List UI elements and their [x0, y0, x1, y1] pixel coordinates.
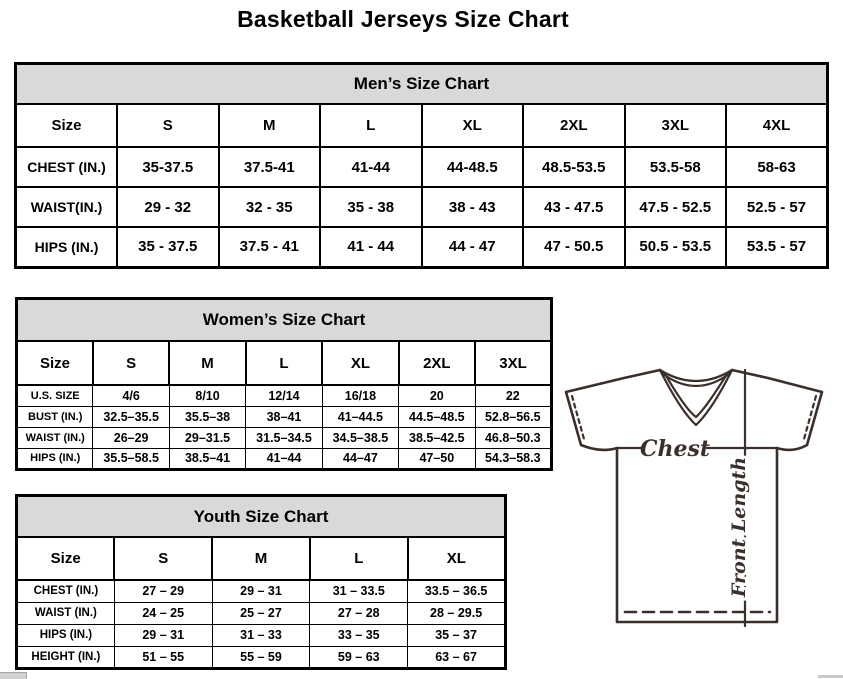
youth-row-label: HIPS (IN.): [17, 624, 115, 646]
youth-size-value-cell: 27 – 28: [310, 602, 408, 624]
mens-column-header: 2XL: [523, 104, 625, 147]
womens-column-header: L: [246, 341, 322, 385]
womens-row-label: U.S. SIZE: [17, 385, 93, 406]
womens-column-header: M: [169, 341, 245, 385]
womens-chart-title-row: [17, 299, 552, 342]
youth-column-header: L: [310, 537, 408, 580]
youth-column-header: S: [114, 537, 212, 580]
mens-column-header: XL: [422, 104, 524, 147]
womens-table-row: [17, 385, 552, 406]
youth-size-value-cell: 33.5 – 36.5: [408, 580, 506, 602]
womens-size-value-cell: 52.8–56.5: [475, 406, 551, 427]
youth-size-value-cell: 29 – 31: [212, 580, 310, 602]
mens-size-value-cell: 44 - 47: [422, 227, 524, 267]
mens-chart-title: Men’s Size Chart: [16, 64, 828, 105]
mens-size-value-cell: 50.5 - 53.5: [625, 227, 727, 267]
womens-row-label: BUST (IN.): [17, 406, 93, 427]
womens-size-value-cell: 54.3–58.3: [475, 448, 551, 469]
front-length-label: Front Length: [728, 456, 750, 598]
womens-column-header-row: [17, 341, 552, 385]
womens-size-value-cell: 32.5–35.5: [93, 406, 169, 427]
horizontal-scrollbar-track[interactable]: [818, 675, 843, 678]
mens-size-value-cell: 58-63: [726, 147, 828, 187]
mens-size-value-cell: 53.5-58: [625, 147, 727, 187]
mens-size-table: [14, 62, 829, 269]
womens-size-table: [15, 297, 553, 471]
mens-size-value-cell: 44-48.5: [422, 147, 524, 187]
womens-column-header: 3XL: [475, 341, 551, 385]
womens-size-value-cell: 4/6: [93, 385, 169, 406]
mens-size-value-cell: 35 - 37.5: [117, 227, 219, 267]
youth-table-row: [17, 624, 506, 646]
youth-size-value-cell: 25 – 27: [212, 602, 310, 624]
womens-size-value-cell: 44–47: [322, 448, 398, 469]
womens-size-value-cell: 29–31.5: [169, 427, 245, 448]
mens-column-header: S: [117, 104, 219, 147]
youth-table-row: [17, 580, 506, 602]
mens-size-value-cell: 38 - 43: [422, 187, 524, 227]
womens-column-header: S: [93, 341, 169, 385]
mens-table-row: [16, 147, 828, 187]
mens-size-value-cell: 48.5-53.5: [523, 147, 625, 187]
chest-label: Chest: [639, 436, 711, 462]
youth-table-row: [17, 646, 506, 668]
womens-size-value-cell: 35.5–58.5: [93, 448, 169, 469]
youth-size-value-cell: 28 – 29.5: [408, 602, 506, 624]
youth-chart-title: Youth Size Chart: [17, 496, 506, 538]
youth-table-row: [17, 602, 506, 624]
womens-size-value-cell: 34.5–38.5: [322, 427, 398, 448]
mens-size-value-cell: 53.5 - 57: [726, 227, 828, 267]
jersey-diagram-icon: [556, 362, 832, 654]
mens-size-value-cell: 35-37.5: [117, 147, 219, 187]
mens-size-value-cell: 35 - 38: [320, 187, 422, 227]
youth-chart-title-row: [17, 496, 506, 538]
mens-size-value-cell: 47.5 - 52.5: [625, 187, 727, 227]
youth-size-table: [15, 494, 507, 670]
youth-size-value-cell: 59 – 63: [310, 646, 408, 668]
womens-size-value-cell: 16/18: [322, 385, 398, 406]
mens-size-value-cell: 41 - 44: [320, 227, 422, 267]
womens-column-header: XL: [322, 341, 398, 385]
mens-size-value-cell: 41-44: [320, 147, 422, 187]
womens-table-row: [17, 406, 552, 427]
youth-column-header: Size: [17, 537, 115, 580]
youth-size-value-cell: 51 – 55: [114, 646, 212, 668]
womens-size-value-cell: 31.5–34.5: [246, 427, 322, 448]
youth-size-value-cell: 35 – 37: [408, 624, 506, 646]
horizontal-scrollbar-thumb[interactable]: [0, 672, 27, 679]
youth-size-value-cell: 27 – 29: [114, 580, 212, 602]
page-title: Basketball Jerseys Size Chart: [237, 6, 569, 32]
mens-size-value-cell: 43 - 47.5: [523, 187, 625, 227]
youth-row-label: CHEST (IN.): [17, 580, 115, 602]
youth-column-header: M: [212, 537, 310, 580]
womens-row-label: WAIST (IN.): [17, 427, 93, 448]
mens-table-row: [16, 187, 828, 227]
mens-size-value-cell: 37.5-41: [219, 147, 321, 187]
mens-column-header: 4XL: [726, 104, 828, 147]
youth-size-value-cell: 31 – 33.5: [310, 580, 408, 602]
mens-column-header: 3XL: [625, 104, 727, 147]
womens-column-header: 2XL: [399, 341, 475, 385]
mens-size-value-cell: 32 - 35: [219, 187, 321, 227]
womens-size-value-cell: 38–41: [246, 406, 322, 427]
womens-size-value-cell: 41–44: [246, 448, 322, 469]
youth-column-header-row: [17, 537, 506, 580]
jersey-measurement-diagram: [556, 362, 832, 654]
mens-column-header-row: [16, 104, 828, 147]
mens-table-row: [16, 227, 828, 267]
youth-column-header: XL: [408, 537, 506, 580]
mens-row-label: CHEST (IN.): [16, 147, 118, 187]
youth-size-value-cell: 63 – 67: [408, 646, 506, 668]
youth-size-value-cell: 55 – 59: [212, 646, 310, 668]
youth-size-value-cell: 29 – 31: [114, 624, 212, 646]
womens-size-value-cell: 38.5–41: [169, 448, 245, 469]
mens-size-value-cell: 29 - 32: [117, 187, 219, 227]
mens-column-header: M: [219, 104, 321, 147]
mens-row-label: HIPS (IN.): [16, 227, 118, 267]
youth-row-label: WAIST (IN.): [17, 602, 115, 624]
mens-column-header: Size: [16, 104, 118, 147]
womens-size-value-cell: 44.5–48.5: [399, 406, 475, 427]
womens-size-value-cell: 38.5–42.5: [399, 427, 475, 448]
womens-size-value-cell: 46.8–50.3: [475, 427, 551, 448]
mens-size-value-cell: 47 - 50.5: [523, 227, 625, 267]
womens-table-row: [17, 427, 552, 448]
youth-size-value-cell: 31 – 33: [212, 624, 310, 646]
womens-size-value-cell: 8/10: [169, 385, 245, 406]
mens-size-value-cell: 37.5 - 41: [219, 227, 321, 267]
womens-size-value-cell: 47–50: [399, 448, 475, 469]
womens-chart-title: Women’s Size Chart: [17, 299, 552, 342]
mens-size-value-cell: 52.5 - 57: [726, 187, 828, 227]
womens-table-row: [17, 448, 552, 469]
mens-chart-title-row: [16, 64, 828, 105]
youth-row-label: HEIGHT (IN.): [17, 646, 115, 668]
womens-size-value-cell: 12/14: [246, 385, 322, 406]
womens-size-value-cell: 41–44.5: [322, 406, 398, 427]
youth-size-value-cell: 33 – 35: [310, 624, 408, 646]
womens-size-value-cell: 26–29: [93, 427, 169, 448]
womens-row-label: HIPS (IN.): [17, 448, 93, 469]
mens-row-label: WAIST(IN.): [16, 187, 118, 227]
womens-column-header: Size: [17, 341, 93, 385]
mens-column-header: L: [320, 104, 422, 147]
youth-size-value-cell: 24 – 25: [114, 602, 212, 624]
womens-size-value-cell: 22: [475, 385, 551, 406]
womens-size-value-cell: 20: [399, 385, 475, 406]
womens-size-value-cell: 35.5–38: [169, 406, 245, 427]
